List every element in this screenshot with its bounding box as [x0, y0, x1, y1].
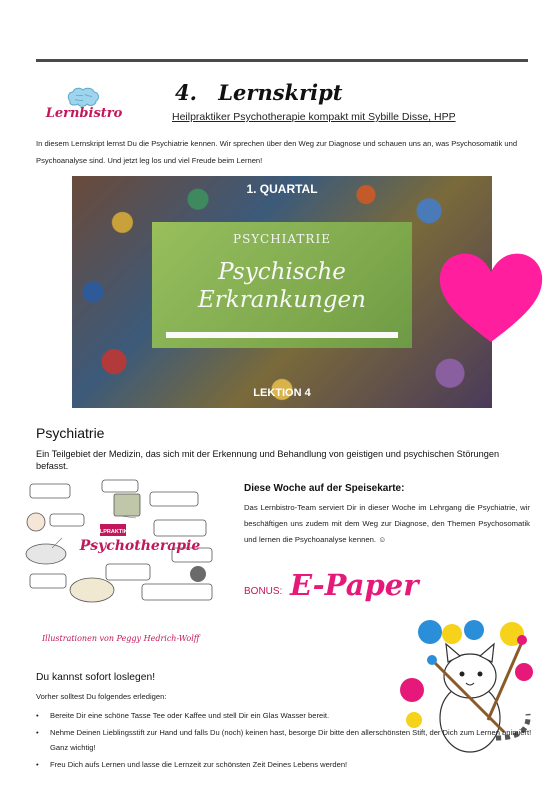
title-number: 4.	[175, 80, 197, 105]
week-heading: Diese Woche auf der Speisekarte:	[244, 483, 405, 494]
psychiatry-definition: Ein Teilgebiet der Medizin, das sich mit der Erkennung und Behandlung von geistigen und psychischen Störungen befasst.	[36, 449, 500, 471]
illustration-credit: Illustrationen von Peggy Hedrich-Wolff	[42, 634, 200, 643]
bonus-label: BONUS:	[244, 586, 283, 597]
lesson-banner	[72, 176, 492, 408]
banner-script-title	[152, 258, 412, 314]
banner-lesson: LEKTION 4	[253, 387, 311, 399]
sketch-center-line1: HEILPRAKTIKER	[90, 529, 136, 535]
list-item: • Bereite Dir eine schöne Tasse Tee oder Kaffee und stell Dir ein Glas Wasser bereit.	[36, 708, 536, 723]
banner-progress-bar	[166, 332, 398, 338]
list-item: • Nehme Deinen Lieblingsstift zur Hand und falls Du (noch) keinen hast, besorge Dir bitte den allerschönsten Stift, der Dich zum Lernen animiert! Ganz wichtig!	[36, 725, 536, 755]
banner-script-line1: Psychische	[218, 259, 346, 285]
banner-quarter: 1. QUARTAL	[246, 182, 318, 196]
top-divider	[36, 59, 528, 62]
logo-text: Lernbistro	[45, 106, 123, 121]
start-heading: Du kannst sofort loslegen!	[36, 672, 156, 683]
title-text: Lernskript	[218, 80, 343, 105]
bonus-epaper: E-Paper	[290, 568, 419, 602]
sketchnote-illustration	[22, 478, 222, 608]
page-subtitle: Heilpraktiker Psychotherapie kompakt mit Sybille Disse, HPP	[172, 111, 456, 123]
list-bullet: •	[36, 760, 39, 769]
todo-list	[36, 708, 536, 774]
lernbistro-logo	[44, 86, 122, 126]
heart-icon	[436, 250, 546, 346]
banner-label: PSYCHIATRIE	[233, 232, 331, 246]
week-text: Das Lernbistro-Team serviert Dir in dieser Woche im Lehrgang die Psychiatrie, wir beschäftigen uns zudem mit dem Weg zur Diagnose, den Themen Psychosomatik und lernen die Psychoanalyse kennen. ☺	[244, 503, 530, 544]
banner-script-line2: Erkrankungen	[198, 287, 366, 313]
list-bullet: •	[36, 711, 39, 720]
sketch-center-line2: Psychotherapie	[79, 538, 201, 554]
brain-icon	[66, 86, 100, 108]
psychiatry-heading: Psychiatrie	[36, 425, 105, 441]
list-item: • Freu Dich aufs Lernen und lasse die Lernzeit zur schönsten Zeit Deines Lebens werden!	[36, 757, 536, 772]
list-bullet: •	[36, 728, 39, 737]
todo-intro: Vorher solltest Du folgendes erledigen:	[36, 692, 167, 701]
intro-paragraph: In diesem Lernskript lernst Du die Psychiatrie kennen. Wir sprechen über den Weg zur Diagnose und schauen uns an, was Psychosomatik und Psychoanalyse sind. Und jetzt leg los und viel Freude beim Lernen!	[36, 139, 518, 165]
page-title	[175, 80, 343, 105]
banner-title-box	[152, 222, 412, 348]
